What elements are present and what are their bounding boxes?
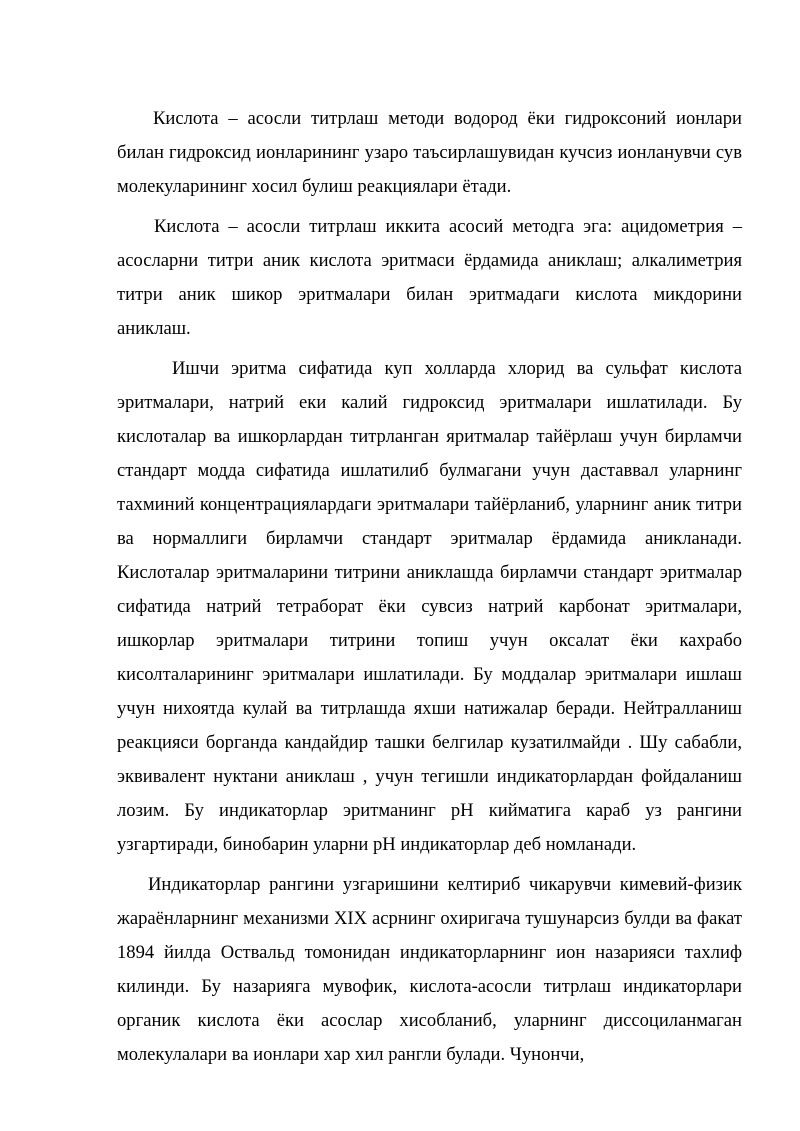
paragraph-2: Кислота – асосли титрлаш иккита асосий методга эга: ацидометрия – асосларни титри аник кислота эритмаси ёрдамида аниклаш; алкалиметрия титри аник шикор эритмалари билан эритмадаги кислота микдорини аниклаш. (117, 216, 742, 339)
paragraph-4: Индикаторлар рангини узгаришини келтириб чикарувчи кимевий-физик жараёнларнинг механизми XIX асрнинг охиригача тушунарсиз булди ва факат 1894 йилда Оствальд томонидан индикаторларнинг ион назарияси тахлиф килинди. Бу назарияга мувофик, кислота-асосли титрлаш индикаторлари органик кислота ёки асослар хисобланиб, уларнинг диссоциланмаган молекулалари ва ионлари хар хил рангли булади. Чунончи, (117, 874, 742, 1065)
paragraph-3: Ишчи эритма сифатида куп холларда хлорид ва сульфат кислота эритмалари, натрий еки калий гидроксид эритмалари ишлатилади. Бу кислоталар ва ишкорлардан титрланган яритмалар тайёрлаш учун бирламчи стандарт модда сифатида ишлатилиб булмагани учун даставвал уларнинг тахминий концентрациялардаги эритмалари тайёрланиб, уларнинг аник титри ва нормаллиги бирламчи стандарт эритмалар ёрдамида аникланади. Кислоталар эритмаларини титрини аниклашда бирламчи стандарт эритмалар сифатида натрий тетраборат ёки сувсиз натрий карбонат эритмалари, ишкорлар эритмалари титрини топиш учун оксалат ёки кахрабо кисолталарининг эритмалари ишлатилади. Бу моддалар эритмалари ишлаш учун нихоятда кулай ва титрлашда яхши натижалар беради. Нейтралланиш реакцияси борганда кандайдир ташки белгилар кузатилмайди . Шу сабабли, эквивалент нуктани аниклаш , учун тегишли индикаторлардан фойдаланиш лозим. Бу индикаторлар эритманинг pH кийматига караб уз рангини узгартиради, бинобарин уларни pH индикаторлар деб номланади. (117, 358, 742, 855)
document-body (117, 102, 742, 1072)
paragraph-1: Кислота – асосли титрлаш методи водород ёки гидроксоний ионлари билан гидроксид ионларининг узаро таъсирлашувидан кучсиз ионланувчи сув молекуларининг хосил булиш реакциялари ётади. (117, 108, 742, 197)
